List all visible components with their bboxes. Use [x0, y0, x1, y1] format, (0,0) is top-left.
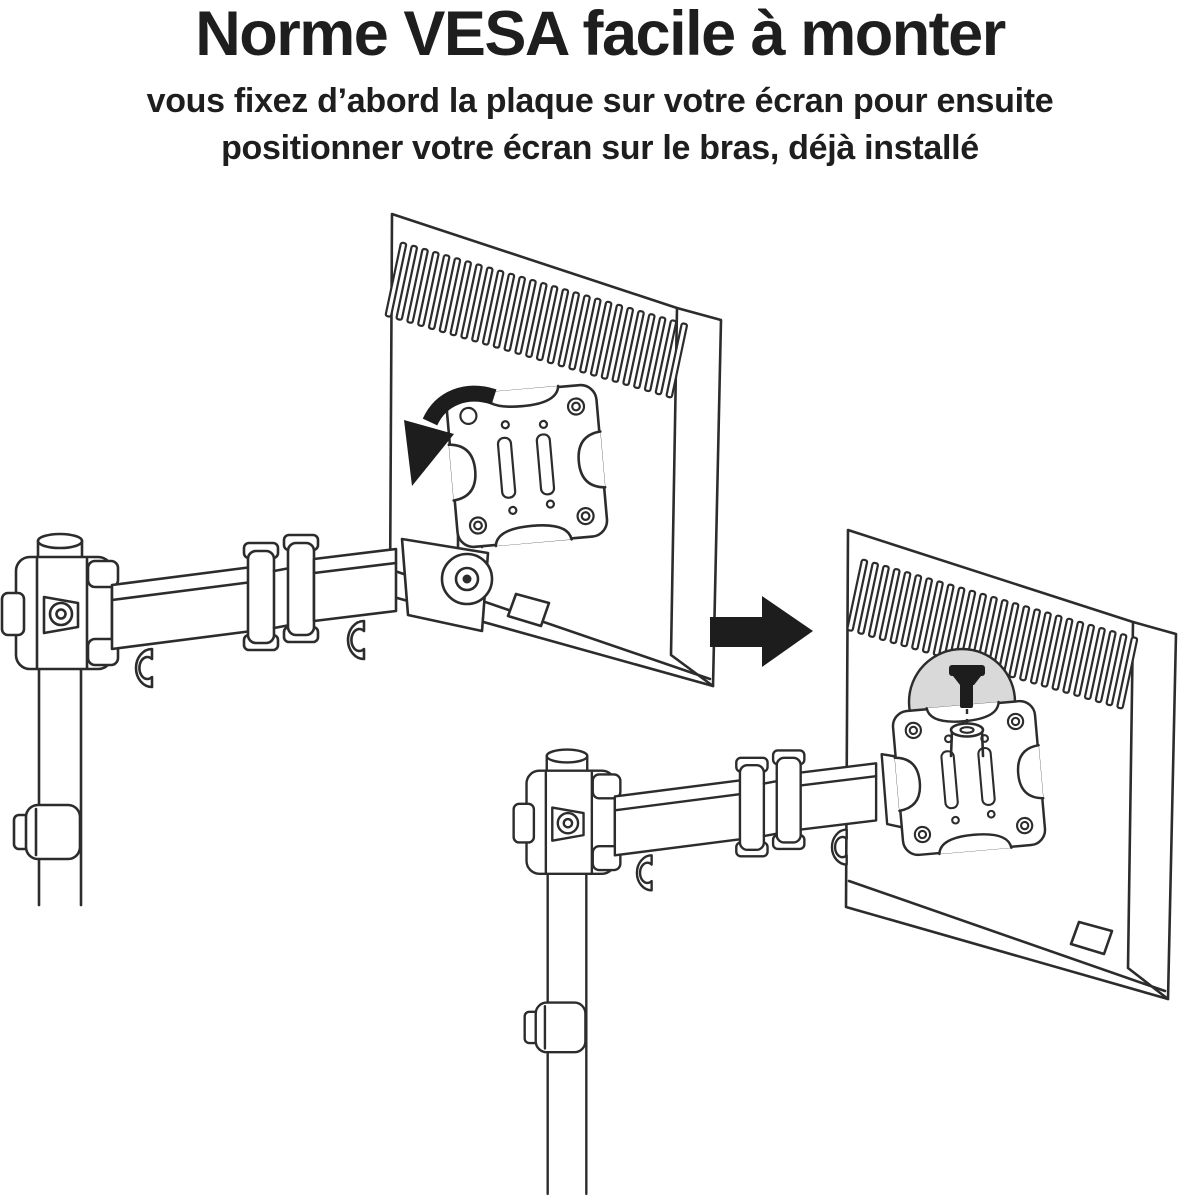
- next-step-arrow-icon: [710, 596, 813, 667]
- pole-clip-right: [525, 1003, 586, 1053]
- pole-clip-left: [14, 805, 80, 859]
- monitor-arm-left: [2, 506, 492, 905]
- subtitle-line-1: vous fixez d’abord la plaque sur votre écran pour ensuite: [146, 82, 1054, 120]
- page-title: Norme VESA facile à monter: [195, 0, 1005, 69]
- vesa-plate-icon: [445, 383, 610, 550]
- arm-unit-left: [2, 535, 492, 687]
- subtitle-line-2: positionner votre écran sur le bras, déjà installé: [221, 129, 979, 167]
- monitor-arm-right: [514, 750, 965, 1194]
